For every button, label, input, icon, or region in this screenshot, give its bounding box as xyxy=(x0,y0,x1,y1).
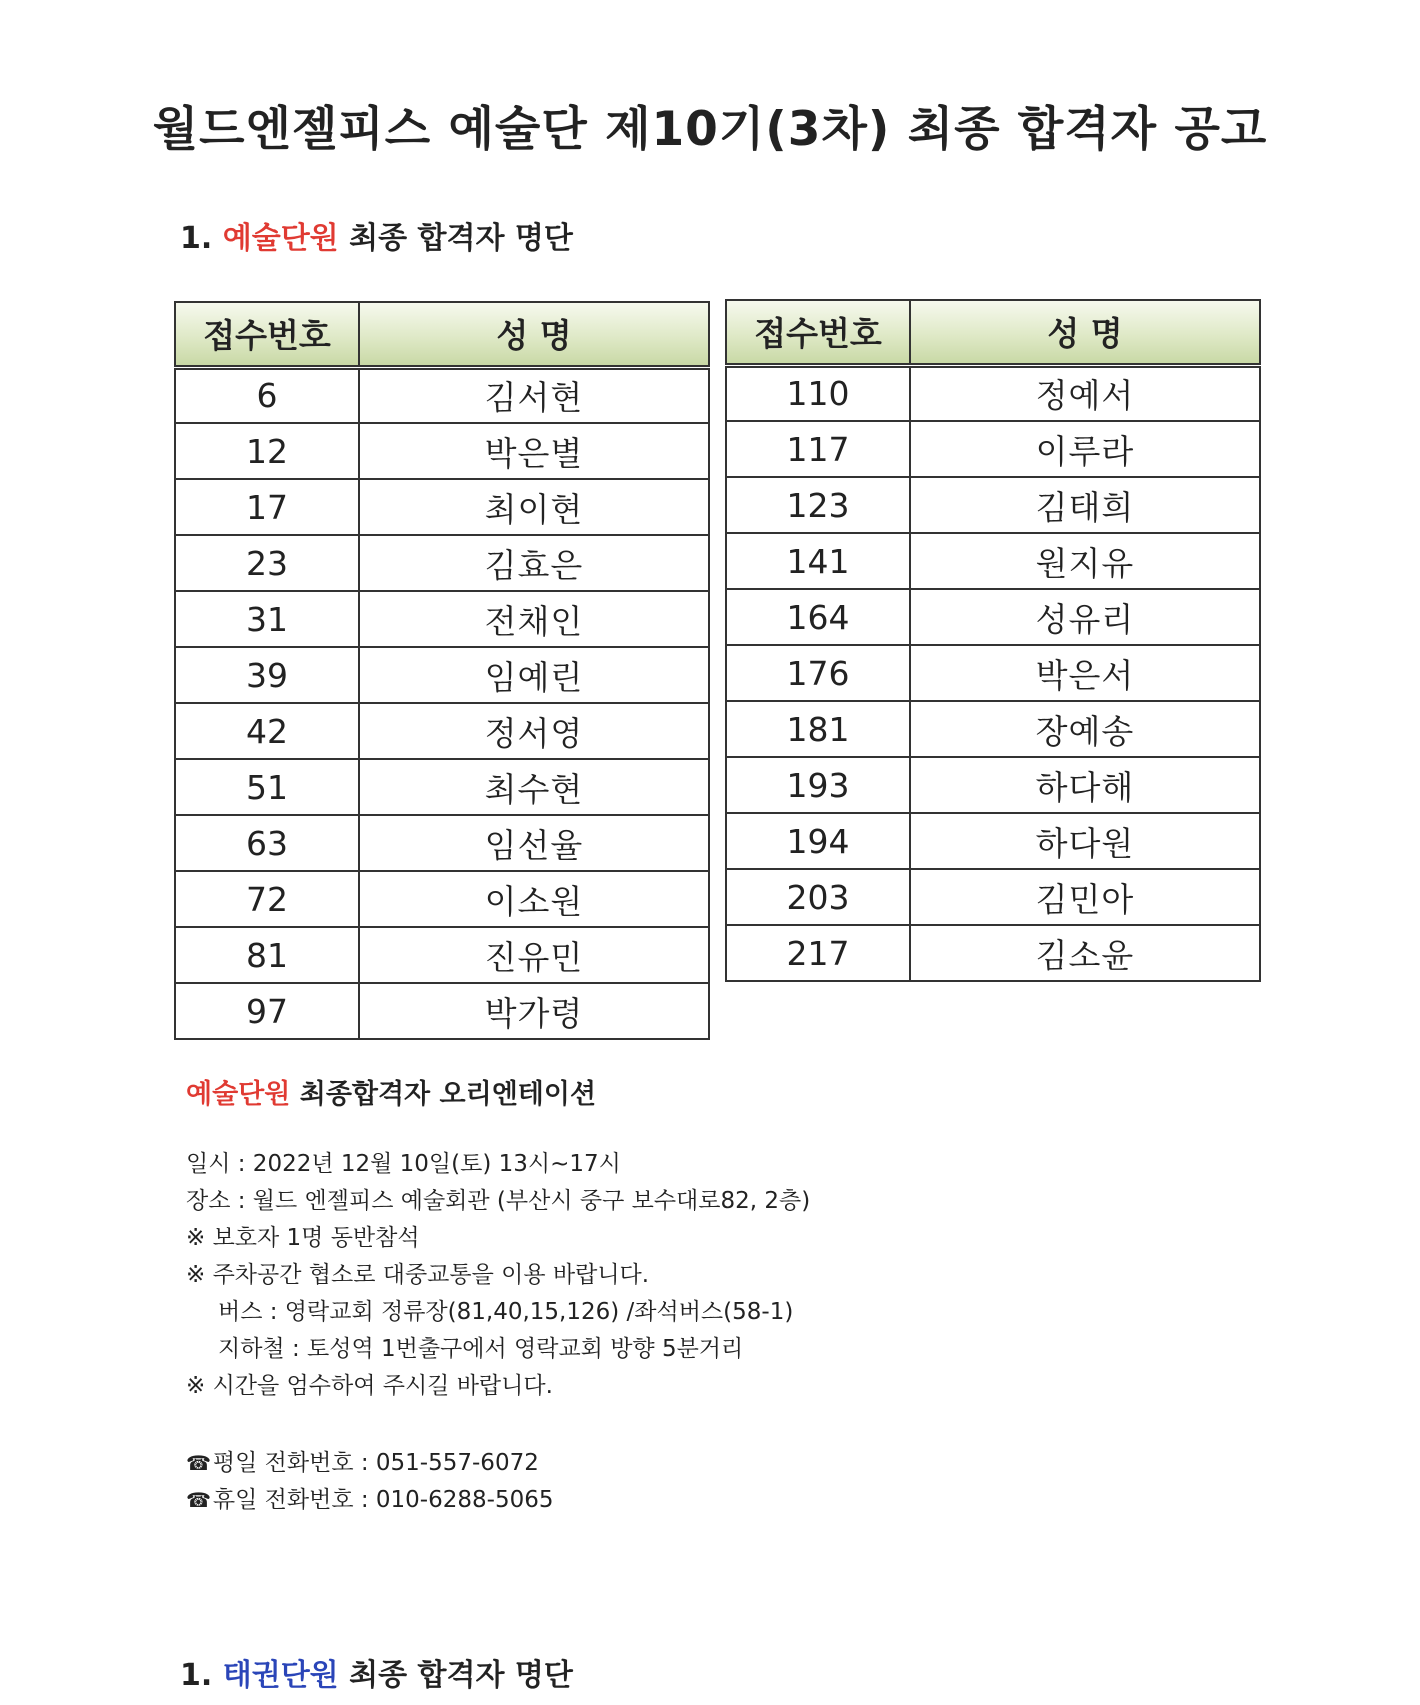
contact-phones xyxy=(186,1445,553,1519)
registration-number-cell: 31 xyxy=(175,591,359,647)
name-cell: 임선율 xyxy=(359,815,709,871)
name-cell: 진유민 xyxy=(359,927,709,983)
table-row xyxy=(175,927,709,983)
table-row xyxy=(175,591,709,647)
table-row xyxy=(175,647,709,703)
registration-number-cell: 141 xyxy=(726,533,910,589)
registration-number-cell: 81 xyxy=(175,927,359,983)
name-cell: 이루라 xyxy=(910,421,1260,477)
registration-number-cell: 39 xyxy=(175,647,359,703)
orientation-info xyxy=(186,1146,810,1405)
info-guardian: ※ 보호자 1명 동반참석 xyxy=(186,1225,420,1251)
name-cell: 박은서 xyxy=(910,645,1260,701)
orientation-highlight: 예술단원 xyxy=(186,1079,291,1110)
section-number: 1. xyxy=(180,221,213,256)
table-header-row xyxy=(726,300,1260,365)
table-row xyxy=(175,367,709,423)
registration-number-cell: 181 xyxy=(726,701,910,757)
info-parking: ※ 주차공간 협소로 대중교통을 이용 바랍니다. xyxy=(186,1262,650,1288)
table-row xyxy=(726,757,1260,813)
registration-number-cell: 97 xyxy=(175,983,359,1039)
phone-icon: ☎ xyxy=(186,1488,211,1512)
section-number: 1. xyxy=(180,1658,213,1693)
name-cell: 원지유 xyxy=(910,533,1260,589)
section-highlight: 태권단원 xyxy=(222,1658,339,1693)
name-cell: 정서영 xyxy=(359,703,709,759)
weekday-phone xyxy=(186,1445,553,1482)
name-cell: 전채인 xyxy=(359,591,709,647)
holiday-phone-text: 휴일 전화번호 : 010-6288-5065 xyxy=(212,1487,554,1513)
info-time-notice: ※ 시간을 엄수하여 주시길 바랍니다. xyxy=(186,1373,553,1399)
table-row xyxy=(726,813,1260,869)
table-row xyxy=(175,871,709,927)
info-date: 일시 : 2022년 12월 10일(토) 13시~17시 xyxy=(186,1151,621,1177)
table-row xyxy=(175,479,709,535)
registration-number-cell: 123 xyxy=(726,477,910,533)
table-row xyxy=(175,535,709,591)
registration-number-cell: 63 xyxy=(175,815,359,871)
weekday-phone-text: 평일 전화번호 : 051-557-6072 xyxy=(212,1450,539,1476)
registration-number-cell: 17 xyxy=(175,479,359,535)
registration-number-cell: 110 xyxy=(726,365,910,421)
section-heading-text: 최종 합격자 명단 xyxy=(349,1658,573,1693)
name-cell: 김서현 xyxy=(359,367,709,423)
registration-number-cell: 6 xyxy=(175,367,359,423)
section-2-heading xyxy=(180,1650,573,1694)
registration-number-cell: 23 xyxy=(175,535,359,591)
registration-number-cell: 51 xyxy=(175,759,359,815)
table-row xyxy=(726,869,1260,925)
table-row xyxy=(726,477,1260,533)
registration-number-cell: 217 xyxy=(726,925,910,981)
header-registration-number: 접수번호 xyxy=(175,302,359,367)
table-header-row xyxy=(175,302,709,367)
name-cell: 김효은 xyxy=(359,535,709,591)
table-row xyxy=(175,423,709,479)
orientation-heading xyxy=(186,1072,596,1111)
document-title: 월드엔젤피스 예술단 제10기(3차) 최종 합격자 공고 xyxy=(152,102,1268,157)
table-row xyxy=(175,815,709,871)
name-cell: 박은별 xyxy=(359,423,709,479)
registration-number-cell: 117 xyxy=(726,421,910,477)
name-cell: 임예린 xyxy=(359,647,709,703)
section-heading-text: 최종 합격자 명단 xyxy=(349,221,573,256)
name-cell: 최수현 xyxy=(359,759,709,815)
name-cell: 이소원 xyxy=(359,871,709,927)
roster-table-right xyxy=(725,299,1261,982)
registration-number-cell: 42 xyxy=(175,703,359,759)
name-cell: 김태희 xyxy=(910,477,1260,533)
name-cell: 김민아 xyxy=(910,869,1260,925)
registration-number-cell: 176 xyxy=(726,645,910,701)
name-cell: 박가령 xyxy=(359,983,709,1039)
roster-table-left xyxy=(174,301,710,1040)
registration-number-cell: 194 xyxy=(726,813,910,869)
table-row xyxy=(726,589,1260,645)
header-registration-number: 접수번호 xyxy=(726,300,910,365)
registration-number-cell: 193 xyxy=(726,757,910,813)
registration-number-cell: 12 xyxy=(175,423,359,479)
table-row xyxy=(726,365,1260,421)
table-row xyxy=(726,533,1260,589)
registration-number-cell: 164 xyxy=(726,589,910,645)
header-name: 성 명 xyxy=(910,300,1260,365)
table-row xyxy=(175,703,709,759)
section-1-heading xyxy=(180,213,573,257)
holiday-phone xyxy=(186,1482,553,1519)
name-cell: 성유리 xyxy=(910,589,1260,645)
orientation-heading-text: 최종합격자 오리엔테이션 xyxy=(299,1079,597,1110)
name-cell: 장예송 xyxy=(910,701,1260,757)
table-row xyxy=(726,645,1260,701)
table-row xyxy=(726,421,1260,477)
name-cell: 김소윤 xyxy=(910,925,1260,981)
registration-number-cell: 203 xyxy=(726,869,910,925)
table-row xyxy=(175,983,709,1039)
name-cell: 정예서 xyxy=(910,365,1260,421)
table-row xyxy=(726,925,1260,981)
info-subway: 지하철 : 토성역 1번출구에서 영락교회 방향 5분거리 xyxy=(218,1336,744,1362)
info-bus: 버스 : 영락교회 정류장(81,40,15,126) /좌석버스(58-1) xyxy=(218,1299,794,1325)
phone-icon: ☎ xyxy=(186,1451,211,1475)
name-cell: 하다해 xyxy=(910,757,1260,813)
header-name: 성 명 xyxy=(359,302,709,367)
table-row xyxy=(175,759,709,815)
name-cell: 최이현 xyxy=(359,479,709,535)
name-cell: 하다원 xyxy=(910,813,1260,869)
info-place: 장소 : 월드 엔젤피스 예술회관 (부산시 중구 보수대로82, 2층) xyxy=(186,1188,811,1214)
table-row xyxy=(726,701,1260,757)
registration-number-cell: 72 xyxy=(175,871,359,927)
section-highlight: 예술단원 xyxy=(222,221,339,256)
